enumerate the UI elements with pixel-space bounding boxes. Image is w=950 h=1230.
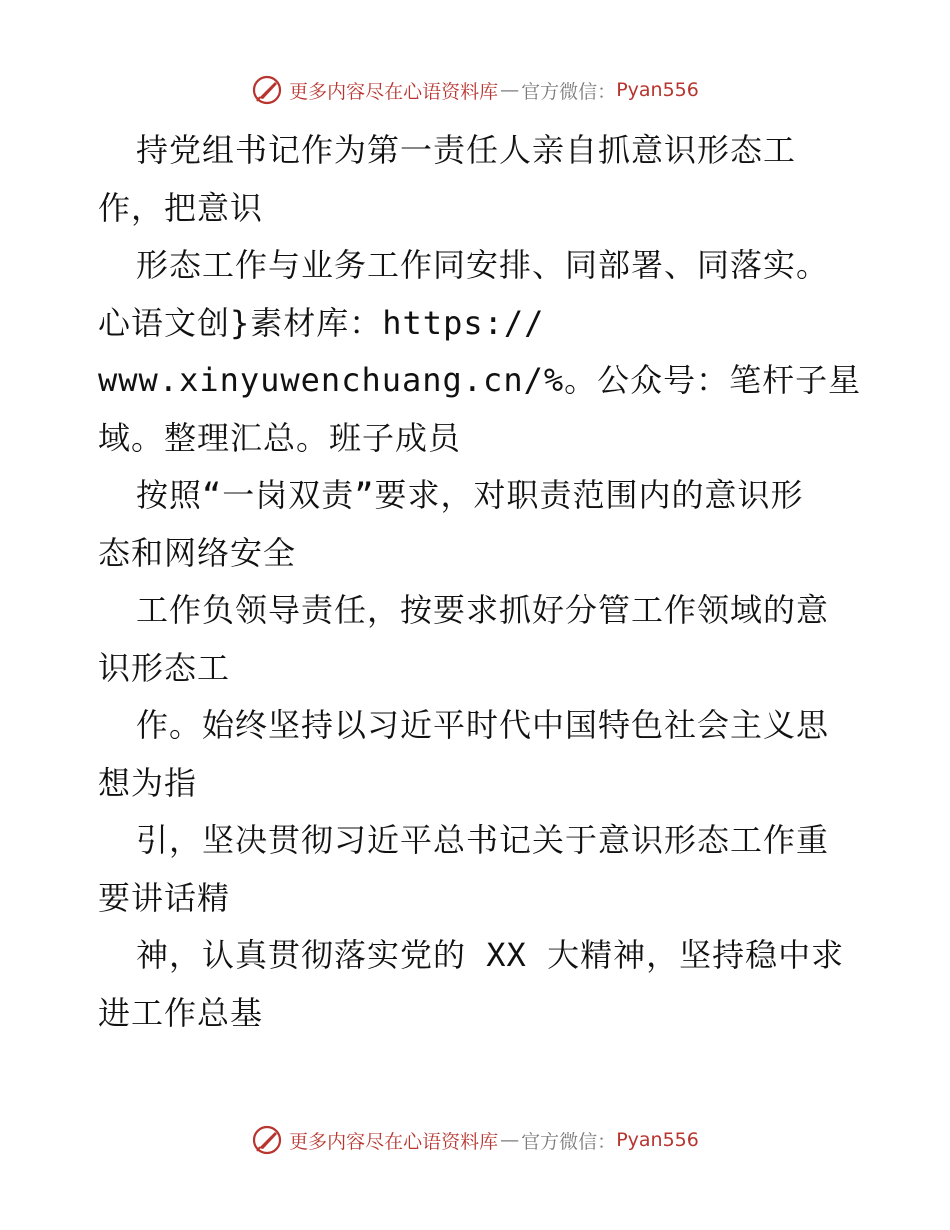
text-line: 神，认真贯彻落实党的 XX 大精神，坚持稳中求 — [136, 936, 845, 974]
banner-wechat-label: 官方微信： — [521, 80, 617, 103]
banner-separator: — — [500, 1129, 520, 1151]
banner-title: 更多内容尽在心语资料库 — [289, 1130, 499, 1153]
text-line: www.xinyuwenchuang.cn/%。公众号：笔杆子星 — [98, 361, 862, 399]
text-line: 按照“一岗双责”要求，对职责范围内的意识形 — [136, 476, 804, 514]
text-line: 域。整理汇总。班子成员 — [98, 418, 462, 457]
quill-pen-logo-icon — [251, 74, 283, 106]
text-line: 工作负领导责任，按要求抓好分管工作领域的意 — [136, 591, 830, 629]
header-banner — [0, 70, 950, 110]
text-line: 心语文创}素材库：https:// — [98, 303, 545, 342]
text-line: 想为指 — [98, 763, 198, 802]
banner-wechat-label: 官方微信： — [521, 1130, 617, 1153]
text-line: 态和网络安全 — [98, 533, 297, 572]
text-line: 作。始终坚持以习近平时代中国特色社会主义思 — [136, 706, 830, 744]
text-line: 要讲话精 — [98, 878, 231, 917]
banner-wechat-id: Pyan556 — [616, 79, 699, 101]
document-body — [98, 122, 868, 1042]
text-line: 进工作总基 — [98, 993, 264, 1032]
text-line: 持党组书记作为第一责任人亲自抓意识形态工 — [136, 131, 797, 169]
text-line: 形态工作与业务工作同安排、同部署、同落实。 — [136, 246, 830, 284]
banner-wechat-id: Pyan556 — [616, 1129, 699, 1151]
text-line: 识形态工 — [98, 648, 231, 687]
footer-banner — [0, 1120, 950, 1160]
banner-separator: — — [500, 79, 520, 101]
text-line: 作，把意识 — [98, 188, 264, 227]
quill-pen-logo-icon — [251, 1124, 283, 1156]
banner-title: 更多内容尽在心语资料库 — [289, 80, 499, 103]
text-line: 引，坚决贯彻习近平总书记关于意识形态工作重 — [136, 821, 830, 859]
